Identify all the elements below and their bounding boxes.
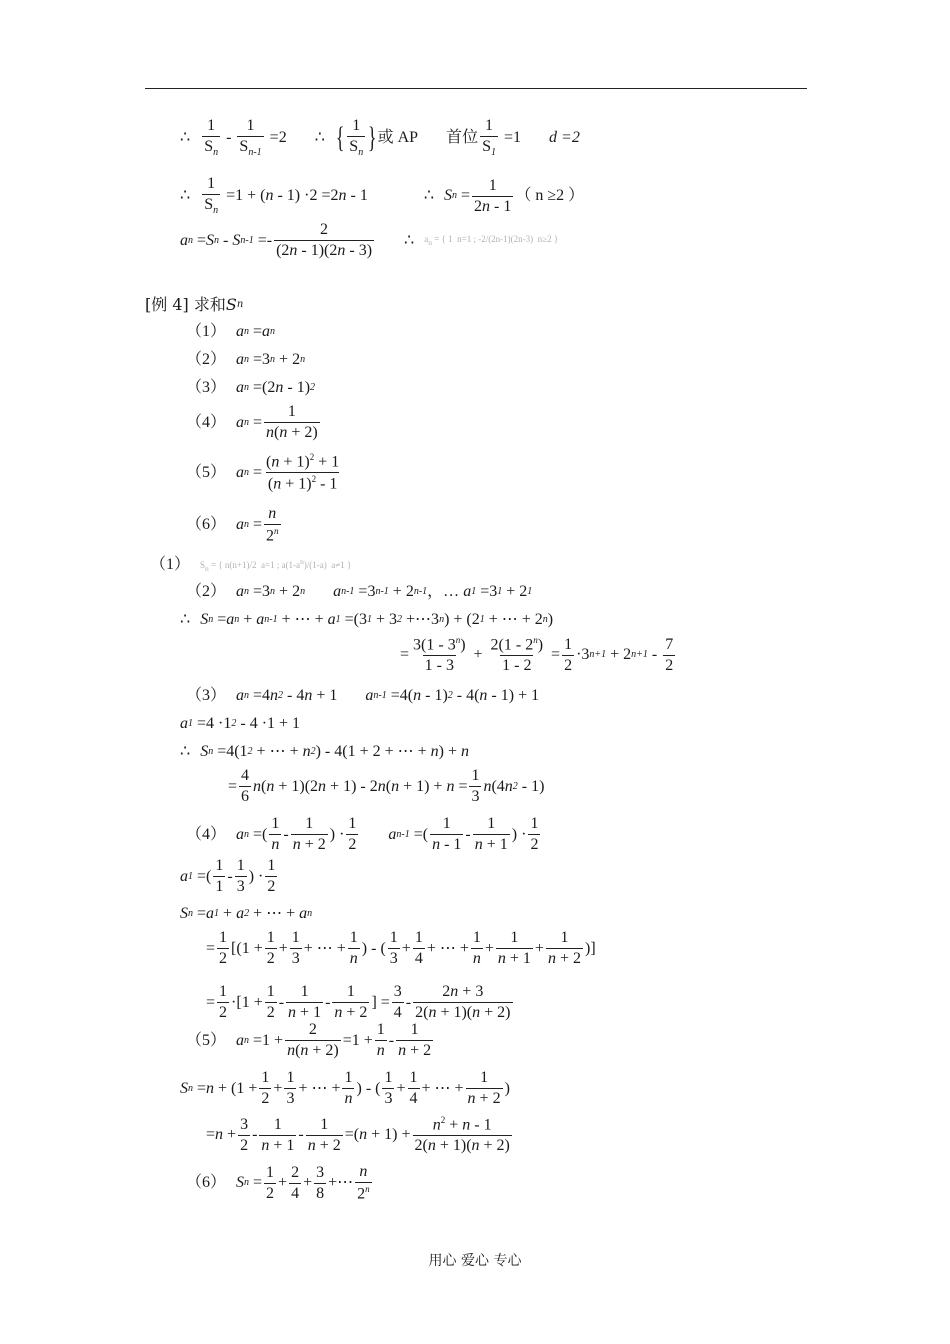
or-ap-text: 或 AP xyxy=(377,129,419,146)
solution-6: （6） S n = $\frac{1}{2}$ + $\frac{2}{4}$ + $\frac{3}{8}$ +⋯ $\frac{n}{2^n}$ xyxy=(186,1163,370,1203)
solution-3-line3: ∴ S n =4(1 2 + ⋯ + n 2 ) - 4(1 + 2 + ⋯ + n) + n xyxy=(180,743,470,760)
therefore-symbol: ∴ xyxy=(314,129,325,146)
solution-4-line1: （4） a n =( $\frac{1}{n}$ - $\frac{1}{n + 2}$ ) · $\frac{1}{2}$ a n-1 =( $\frac{1}{n - 1}$ - $\frac{1}{n + 1}$ ) · $\frac{1}{2}$ xyxy=(186,815,539,853)
solution-4-line2: a 1 =( $\frac{1}{1}$ - $\frac{1}{3}$ ) · $\frac{1}{2}$ xyxy=(180,857,276,895)
solution-4-line4: = $\frac{1}{2}$ [(1 + $\frac{1}{2}$ + $\frac{1}{3}$ + ⋯ + $\frac{1}{n}$ ) - ( $\frac{1}{3}$ + $\frac{1}{4}$ + ⋯ + $\frac{1}{n}$ + $\frac{1}{n + 1}$ + $\frac{1}{n + 2}$ )] xyxy=(206,929,596,967)
therefore-symbol: ∴ xyxy=(180,129,191,146)
solution-2-line2: ∴ S n =a n + a n-1 + ⋯ + a 1 =(3 1 + 3 2 +⋯3 n ) + (2 1 + ⋯ + 2 n ) xyxy=(180,611,554,628)
example-4-heading: [例 4] 求和 S n xyxy=(145,295,244,314)
solution-4-line5: = $\frac{1}{2}$ ·[1 + $\frac{1}{2}$ - $\frac{1}{n + 1}$ - $\frac{1}{n + 2}$ ] = $\frac{3}{4}$ - $\frac{2n + 3}{2(n + 1)(n + 2)}$ xyxy=(206,983,511,1021)
common-difference: d =2 xyxy=(549,129,580,146)
problem-3: （3） a n =(2n - 1) 2 xyxy=(186,379,316,396)
solution-5-line3: =n + $\frac{3}{2}$ - $\frac{1}{n + 1}$ - $\frac{1}{n + 2}$ =(n + 1) + $\frac{n^2 + n - 1}{2(n + 1)(n + 2)}$ xyxy=(206,1115,510,1155)
problem-5: （5） a n = $\frac{(n + 1)^2 + 1}{(n + 1)^2 - 1}$ xyxy=(186,452,340,493)
line-recurrence: ∴ $\frac{1}{S_n}$ - $\frac{1}{S_{n-1}}$ =2 ∴ { $\frac{1}{S_n}$ } 或 AP 首位 $\frac{1}{S_1}$ =1 d =2 xyxy=(180,117,580,158)
therefore-symbol: ∴ xyxy=(180,187,191,204)
solution-1: （1） $S_n$ = { n(n+1)/2 a=1 ; $a(1-a^n)/(1-a)$ a≠1 } xyxy=(150,556,352,573)
therefore-symbol: ∴ xyxy=(404,231,415,249)
line-an: a n =S n - S n-1 =- $\frac{2}{(2n - 1)(2n - 3)}$ ∴ $a_n$ = { 1 n=1 ; -2/(2n-1)(2n-3) n≥2 } xyxy=(180,221,559,259)
problem-2: （2） a n =3 n + 2 n xyxy=(186,351,306,368)
problem-4: （4） a n = $\frac{1}{n(n + 2)}$ xyxy=(186,403,318,441)
solution-3-line4: = $\frac{4}{6}$ n (n + 1)(2n + 1) - 2n(n + 1) + n = $\frac{1}{3}$ n (4n 2 - 1) xyxy=(228,767,545,805)
page-footer: 用心 爱心 专心 xyxy=(428,1253,522,1269)
solution-3-line1: （3） a n =4n 2 - 4n + 1 a n-1 =4(n - 1) 2 - 4(n - 1) + 1 xyxy=(186,687,540,704)
solution-5-line2: S n =n + (1 + $\frac{1}{2}$ + $\frac{1}{3}$ + ⋯ + $\frac{1}{n}$ ) - ( $\frac{1}{3}$ + $\frac{1}{4}$ + ⋯ + $\frac{1}{n + 2}$ ) xyxy=(180,1069,510,1107)
therefore-symbol: ∴ xyxy=(423,187,434,204)
solution-5-line1: （5） a n =1 + $\frac{2}{n(n + 2)}$ =1 + $\frac{1}{n}$ - $\frac{1}{n + 2}$ xyxy=(186,1021,432,1059)
header-rule xyxy=(145,88,807,89)
problem-1: （1） a n =a n xyxy=(186,323,276,340)
solution-2-line3: = $\frac{3(1 - 3^n)}{1 - 3}$ + $\frac{2(1 - 2^n)}{1 - 2}$ = $\frac{1}{2}$ ·3 n+1 + 2 n+1 - $\frac{7}{2}$ xyxy=(400,635,674,675)
condition-text: （ n ≥2 ） xyxy=(515,187,585,204)
first-term-text: 首位 xyxy=(446,129,479,146)
solution-4-line3: S n =a 1 + a 2 + ⋯ + a n xyxy=(180,905,313,922)
solution-2-line1: （2） a n =3 n + 2 n a n-1 =3 n-1 + 2 n-1 ，… a 1 =3 1 + 2 1 xyxy=(186,583,533,600)
problem-6: （6） a n = $\frac{n}{2^n}$ xyxy=(186,505,279,545)
solution-3-line2: a 1 =4 ·1 2 - 4 ·1 + 1 xyxy=(180,715,301,732)
line-general-term: ∴ $\frac{1}{S_n}$ =1 + (n - 1) ·2 =2n - 1 ∴ S n = $\frac{1}{2n - 1}$ （ n ≥2 ） xyxy=(180,175,585,216)
